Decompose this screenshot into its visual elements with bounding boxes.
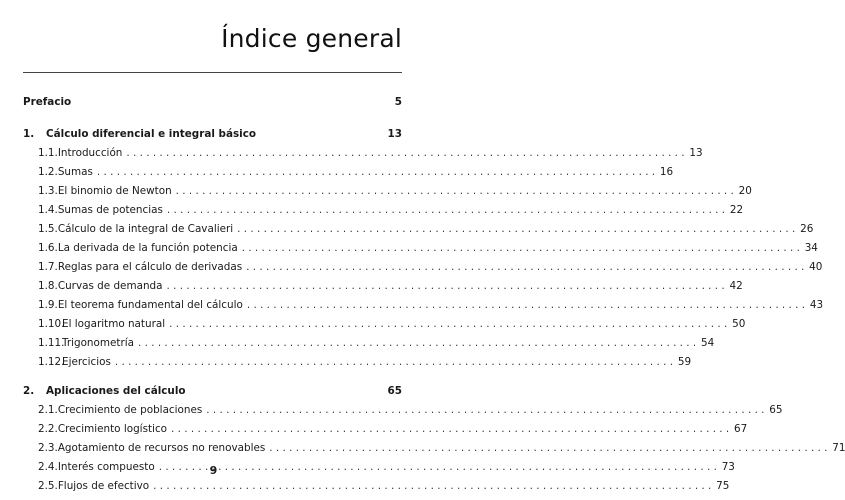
toc-section-title: El teorema fundamental del cálculo bbox=[57, 299, 243, 311]
toc-page-number: 40 bbox=[809, 261, 823, 273]
toc-section-title: Trigonometría bbox=[62, 337, 134, 349]
toc-page-number: 34 bbox=[804, 242, 818, 254]
dot-leader bbox=[126, 147, 684, 159]
toc-section-title: Crecimiento de poblaciones bbox=[57, 404, 203, 416]
toc-section-title: Flujos de efectivo bbox=[57, 480, 150, 492]
dot-leader bbox=[97, 166, 655, 178]
toc-section-number: 2.5. bbox=[38, 480, 58, 492]
toc-section-title: Ejercicios bbox=[62, 356, 111, 368]
toc-section-number: 1.1. bbox=[38, 147, 58, 159]
toc-section-number: 2.1. bbox=[38, 404, 58, 416]
table-of-contents bbox=[23, 96, 845, 499]
toc-page-number: 13 bbox=[387, 128, 402, 140]
toc-page-number: 75 bbox=[716, 480, 730, 492]
toc-page-number: 16 bbox=[659, 166, 674, 178]
dot-leader bbox=[153, 480, 711, 492]
toc-section-number: 1.4. bbox=[38, 204, 58, 216]
dot-leader bbox=[269, 442, 827, 454]
toc-page-number: 65 bbox=[769, 404, 783, 416]
toc-section-title: Sumas de potencias bbox=[57, 204, 163, 216]
toc-section[interactable] bbox=[23, 280, 743, 299]
toc-section-number: 1.10. bbox=[38, 318, 65, 330]
toc-section[interactable] bbox=[23, 166, 674, 185]
page-number: 9 bbox=[209, 464, 218, 477]
toc-section[interactable] bbox=[23, 204, 744, 223]
toc-section-number: 2.4. bbox=[38, 461, 58, 473]
toc-section-number: 1.9. bbox=[38, 299, 58, 311]
toc-section-number: 1.11. bbox=[38, 337, 65, 349]
toc-section[interactable] bbox=[23, 423, 748, 442]
dot-leader bbox=[115, 356, 673, 368]
toc-section[interactable] bbox=[23, 261, 823, 280]
toc-section-number: 1.8. bbox=[38, 280, 58, 292]
toc-chapter-2[interactable] bbox=[23, 385, 402, 404]
dot-leader bbox=[167, 204, 725, 216]
toc-page-number: 13 bbox=[689, 147, 703, 159]
toc-section-title: Interés compuesto bbox=[57, 461, 155, 473]
toc-chapter-number: 2. bbox=[23, 385, 35, 397]
toc-page-number: 54 bbox=[700, 337, 715, 349]
toc-page-number: 71 bbox=[832, 442, 845, 454]
toc-page-number: 59 bbox=[677, 356, 692, 368]
toc-section-title: Sumas bbox=[57, 166, 93, 178]
toc-section[interactable] bbox=[23, 223, 814, 242]
dot-leader bbox=[167, 280, 725, 292]
page-title: Índice general bbox=[221, 24, 402, 53]
toc-section-number: 1.6. bbox=[38, 242, 58, 254]
toc-section-number: 1.3. bbox=[38, 185, 58, 197]
toc-section-number: 1.12. bbox=[38, 356, 65, 368]
toc-page-number: 50 bbox=[732, 318, 746, 330]
toc-section[interactable] bbox=[23, 147, 703, 166]
toc-section-title: Introducción bbox=[57, 147, 123, 159]
toc-section-number: 1.5. bbox=[38, 223, 58, 235]
toc-chapter-1[interactable] bbox=[23, 128, 402, 147]
dot-leader bbox=[242, 242, 800, 254]
toc-section-title: Curvas de demanda bbox=[57, 280, 163, 292]
toc-section-number: 1.7. bbox=[38, 261, 58, 273]
dot-leader bbox=[247, 299, 805, 311]
toc-entry-preface[interactable] bbox=[23, 96, 402, 115]
toc-section[interactable] bbox=[23, 185, 752, 204]
toc-page-number: 73 bbox=[721, 461, 735, 473]
toc-section-number: 2.2. bbox=[38, 423, 58, 435]
toc-page-number: 20 bbox=[738, 185, 752, 197]
toc-section-title: Agotamiento de recursos no renovables bbox=[57, 442, 266, 454]
toc-section[interactable] bbox=[23, 480, 730, 499]
toc-section[interactable] bbox=[23, 442, 845, 461]
toc-page-number: 5 bbox=[394, 96, 402, 108]
dot-leader bbox=[169, 318, 727, 330]
toc-chapter-title: Aplicaciones del cálculo bbox=[46, 385, 186, 397]
toc-page-number: 22 bbox=[729, 204, 744, 216]
toc-section-number: 2.3. bbox=[38, 442, 58, 454]
dot-leader bbox=[246, 261, 804, 273]
toc-page-number: 67 bbox=[733, 423, 748, 435]
toc-section-number: 1.2. bbox=[38, 166, 58, 178]
toc-section-title: Crecimiento logístico bbox=[57, 423, 168, 435]
toc-section-title: Cálculo de la integral de Cavalieri bbox=[57, 223, 234, 235]
title-rule bbox=[23, 72, 402, 73]
toc-section[interactable] bbox=[23, 337, 715, 356]
toc-section[interactable] bbox=[23, 299, 824, 318]
toc-chapter-number: 1. bbox=[23, 128, 35, 140]
toc-section[interactable] bbox=[23, 404, 783, 423]
toc-entry-label: Prefacio bbox=[23, 96, 72, 108]
toc-page-number: 42 bbox=[729, 280, 743, 292]
toc-section-title: La derivada de la función potencia bbox=[57, 242, 238, 254]
toc-section-title: El binomio de Newton bbox=[57, 185, 172, 197]
toc-section-title: Reglas para el cálculo de derivadas bbox=[57, 261, 243, 273]
dot-leader bbox=[171, 423, 729, 435]
dot-leader bbox=[206, 404, 764, 416]
toc-page-number: 43 bbox=[809, 299, 824, 311]
toc-chapter-title: Cálculo diferencial e integral básico bbox=[46, 128, 257, 140]
toc-section[interactable] bbox=[23, 242, 818, 261]
chapter-list bbox=[23, 128, 845, 499]
dot-leader bbox=[138, 337, 696, 349]
dot-leader bbox=[237, 223, 795, 235]
toc-page-number: 26 bbox=[800, 223, 814, 235]
toc-section-title: El logaritmo natural bbox=[62, 318, 166, 330]
toc-page-number: 65 bbox=[387, 385, 402, 397]
dot-leader bbox=[176, 185, 734, 197]
toc-section[interactable] bbox=[23, 356, 692, 375]
toc-section[interactable] bbox=[23, 318, 746, 337]
